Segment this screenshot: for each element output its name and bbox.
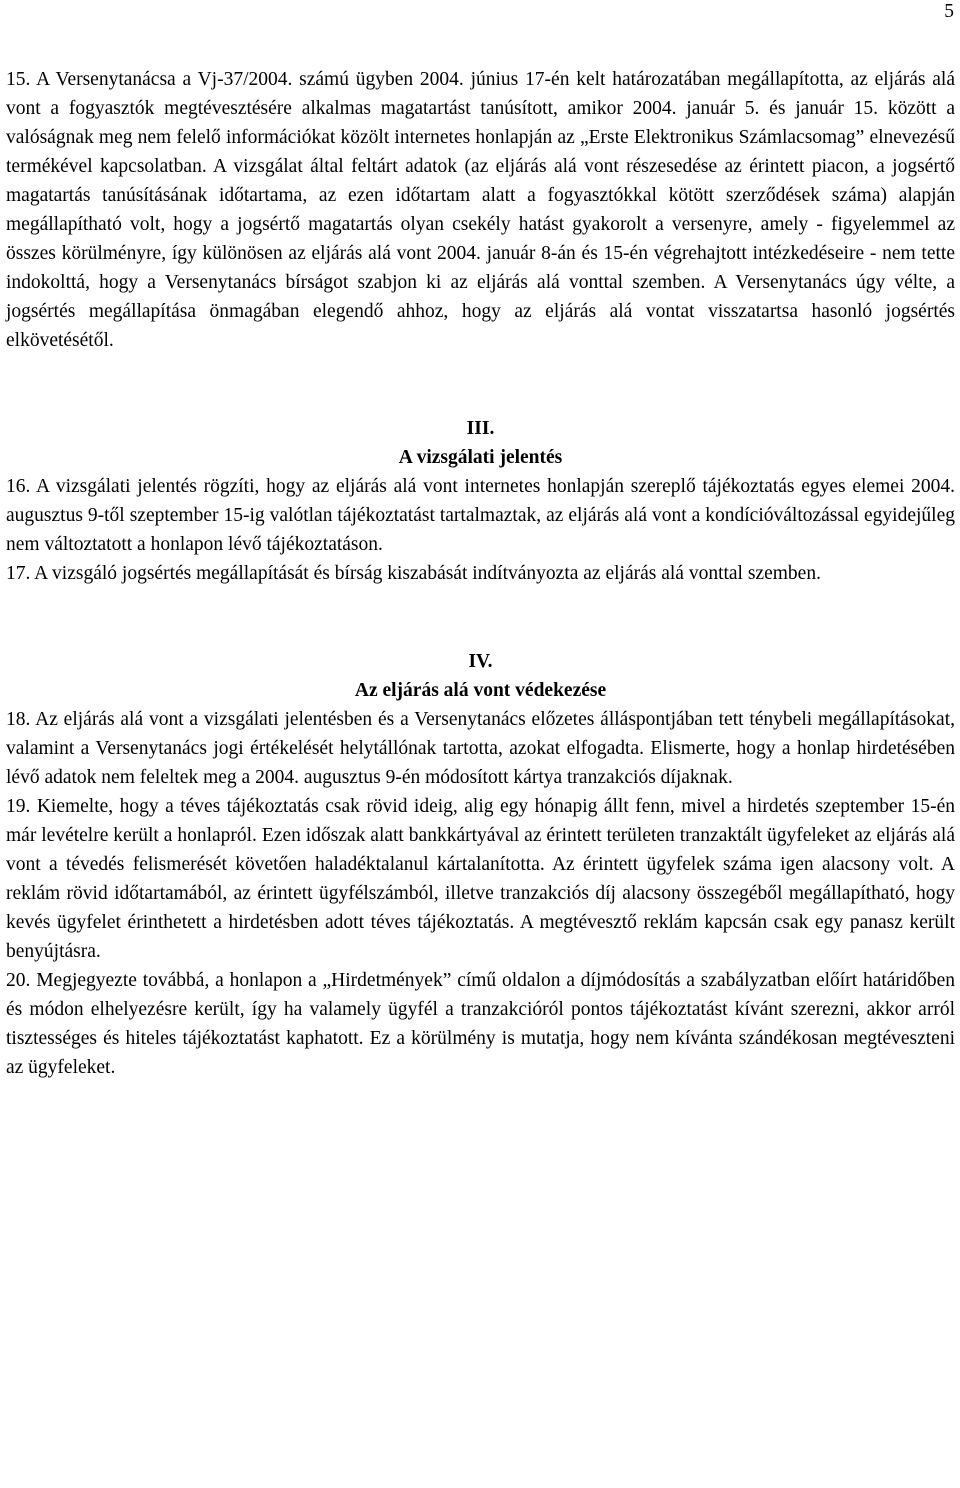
paragraph-20: 20. Megjegyezte továbbá, a honlapon a „Hirdetmények” című oldalon a díjmódosítás a szabályzatban előírt határidőben és módon elhelyezésre került, így ha valamely ügyfél a tranzakcióról pontos tájékoztatást kívánt szerezni, akkor arról tisztességes és hiteles tájékoztatást kaphatott. Ez a körülmény is mutatja, hogy nem kívánta szándékosan megtéveszteni az ügyfeleket. (6, 970, 955, 1078)
section-3-numeral: III. (466, 418, 495, 439)
paragraph-15: 15. A Versenytanácsa a Vj-37/2004. számú ügyben 2004. június 17-én kelt határozatában megállapította, az eljárás alá vont a fogyasztók megtévesztésére alkalmas magatartást tanúsított, amikor 2004. január 5. és január 15. között a valóságnak meg nem felelő információkat közölt internetes honlapján az „Erste Elektronikus Számlacsomag” elnevezésű termékével kapcsolatban. A vizsgálat által feltárt adatok (az eljárás alá vont részesedése az érintett piacon, a jogsértő magatartás tanúsításának időtartama, az ezen időtartam alatt a fogyasztókkal kötött szerződések száma) alapján megállapítható volt, hogy a jogsértő magatartás olyan csekély hatást gyakorolt a versenyre, amely - figyelemmel az összes körülményre, így különösen az eljárás alá vont 2004. január 8-án és 15-én végrehajtott intézkedéseire - nem tette indokolttá, hogy a Versenytanács bírságot szabjon ki az eljárás alá vonttal szemben. A Versenytanács úgy vélte, a jogsértés megállapítása önmagában elegendő ahhoz, hogy az eljárás alá vontat visszatartsa hasonló jogsértés elkövetésétől. (6, 69, 955, 351)
paragraph-16: 16. A vizsgálati jelentés rögzíti, hogy az eljárás alá vont internetes honlapján szereplő tájékoztatás egyes elemei 2004. augusztus 9-től szeptember 15-ig valótlan tájékoztatást tartalmaztak, az eljárás alá vont a kondícióváltozással egyidejűleg nem változtatott a honlapon lévő tájékoztatáson. (6, 476, 955, 555)
paragraph-19: 19. Kiemelte, hogy a téves tájékoztatás csak rövid ideig, alig egy hónapig állt fenn, mivel a hirdetés szeptember 15-én már levételre került a honlapról. Ezen időszak alatt bankkártyával az érintett területen tranzaktált ügyfeleket az eljárás alá vont a tévedés felismerését követően haladéktalanul kártalanította. Az érintett ügyfelek száma igen alacsony volt. A reklám rövid időtartamából, az érintett ügyfélszámból, illetve tranzakciós díj alacsony összegéből megállapítható, hogy kevés ügyfelet érinthetett a hirdetésben adott téves tájékoztatás. A megtévesztő reklám kapcsán csak egy panasz került benyújtásra. (6, 796, 955, 962)
document-body (6, 65, 955, 1082)
section-4-title: Az eljárás alá vont védekezése (354, 680, 607, 701)
page-number: 5 (944, 1, 954, 22)
section-4-numeral: IV. (468, 651, 493, 672)
paragraph-18: 18. Az eljárás alá vont a vizsgálati jelentésben és a Versenytanács előzetes álláspontjában tett ténybeli megállapításokat, valamint a Versenytanács jogi értékelését helytállónak tartotta, azokat elfogadta. Elismerte, hogy a honlap hirdetésében lévő adatok nem feleltek meg a 2004. augusztus 9-én módosított kártya tranzakciós díjaknak. (6, 709, 955, 788)
section-3-title: A vizsgálati jelentés (398, 447, 563, 468)
paragraph-17: 17. A vizsgáló jogsértés megállapítását és bírság kiszabását indítványozta az eljárás alá vonttal szemben. (6, 563, 821, 584)
